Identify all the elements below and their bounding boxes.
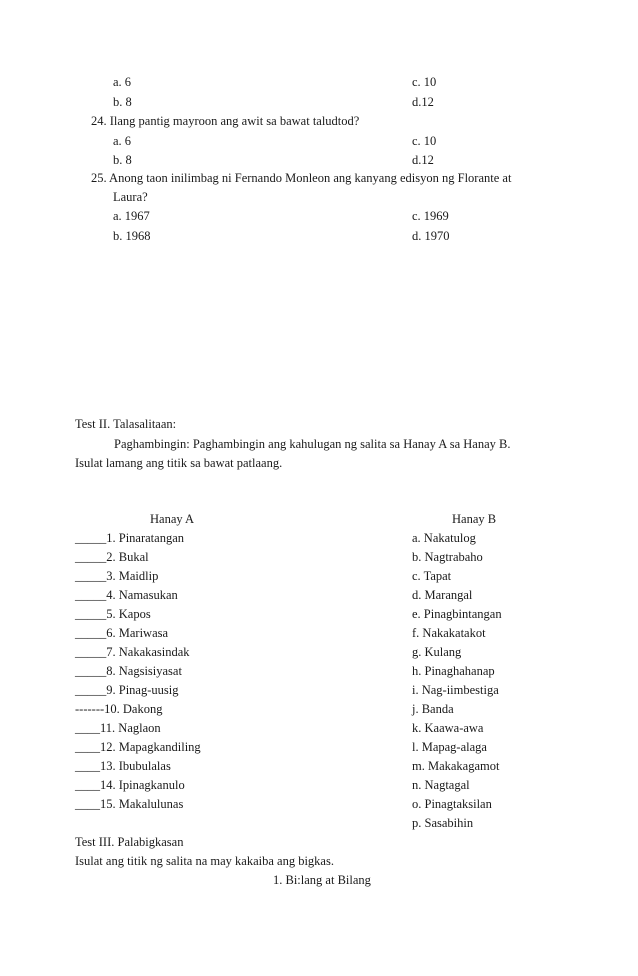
q25-option-b: b. 1968	[113, 229, 151, 243]
hanay-b-item: g. Kulang	[412, 645, 462, 659]
q24-option-d: d.12	[412, 153, 434, 167]
hanay-b-item: l. Mapag-alaga	[412, 740, 487, 754]
hanay-a-item: _____2. Bukal	[75, 550, 149, 564]
hanay-a-item: _____8. Nagsisiyasat	[75, 664, 182, 678]
q23-option-b: b. 8	[113, 95, 132, 109]
q24-question: 24. Ilang pantig mayroon ang awit sa bawat taludtod?	[91, 114, 360, 128]
test3-item-1: 1. Bi:lang at Bilang	[273, 873, 371, 887]
hanay-a-item: _____9. Pinag-uusig	[75, 683, 179, 697]
q24-option-b: b. 8	[113, 153, 132, 167]
test3-title: Test III. Palabigkasan	[75, 835, 184, 849]
hanay-b-item: i. Nag-iimbestiga	[412, 683, 499, 697]
hanay-a-item: _____3. Maidlip	[75, 569, 159, 583]
q25-question-line1: 25. Anong taon inilimbag ni Fernando Monleon ang kanyang edisyon ng Florante at	[91, 171, 512, 185]
hanay-a-item: ____15. Makalulunas	[75, 797, 184, 811]
q23-option-a: a. 6	[113, 75, 132, 89]
hanay-b-title: Hanay B	[452, 512, 497, 526]
hanay-b-item: d. Marangal	[412, 588, 473, 602]
hanay-a-item: ____11. Naglaon	[75, 721, 161, 735]
test2-instruction-line1: Paghambingin: Paghambingin ang kahulugan ng salita sa Hanay A sa Hanay B.	[114, 437, 511, 451]
hanay-b-item: c. Tapat	[412, 569, 452, 583]
q24-option-c: c. 10	[412, 134, 437, 148]
hanay-b-item: n. Nagtagal	[412, 778, 470, 792]
hanay-b-item: h. Pinaghahanap	[412, 664, 495, 678]
q23-option-d: d.12	[412, 95, 434, 109]
hanay-a-item: _____5. Kapos	[75, 607, 151, 621]
hanay-a-item: _____6. Mariwasa	[75, 626, 169, 640]
hanay-b-item: o. Pinagtaksilan	[412, 797, 492, 811]
hanay-b-item: a. Nakatulog	[412, 531, 476, 545]
q23-option-c: c. 10	[412, 75, 437, 89]
q25-question-line2: Laura?	[113, 190, 148, 204]
q25-option-d: d. 1970	[412, 229, 450, 243]
hanay-a-item: _____1. Pinaratangan	[75, 531, 185, 545]
hanay-a-title: Hanay A	[150, 512, 195, 526]
hanay-b-item: j. Banda	[412, 702, 454, 716]
hanay-b-item: p. Sasabihin	[412, 816, 474, 830]
hanay-a-item: ____13. Ibubulalas	[75, 759, 171, 773]
q25-option-a: a. 1967	[113, 209, 150, 223]
q25-option-c: c. 1969	[412, 209, 449, 223]
test2-instruction-line2: Isulat lamang ang titik sa bawat patlaang.	[75, 456, 283, 470]
hanay-a-item: _____4. Namasukan	[75, 588, 178, 602]
hanay-a-item: -------10. Dakong	[75, 702, 163, 716]
hanay-a-item: ____12. Mapagkandiling	[75, 740, 201, 754]
hanay-b-item: e. Pinagbintangan	[412, 607, 502, 621]
test2-title: Test II. Talasalitaan:	[75, 417, 177, 431]
hanay-b-item: k. Kaawa-awa	[412, 721, 484, 735]
hanay-b-item: m. Makakagamot	[412, 759, 500, 773]
hanay-a-item: _____7. Nakakasindak	[75, 645, 190, 659]
q24-option-a: a. 6	[113, 134, 132, 148]
hanay-a-item: ____14. Ipinagkanulo	[75, 778, 185, 792]
test3-instruction: Isulat ang titik ng salita na may kakaiba ang bigkas.	[75, 854, 334, 868]
hanay-b-item: b. Nagtrabaho	[412, 550, 483, 564]
hanay-b-item: f. Nakakatakot	[412, 626, 486, 640]
